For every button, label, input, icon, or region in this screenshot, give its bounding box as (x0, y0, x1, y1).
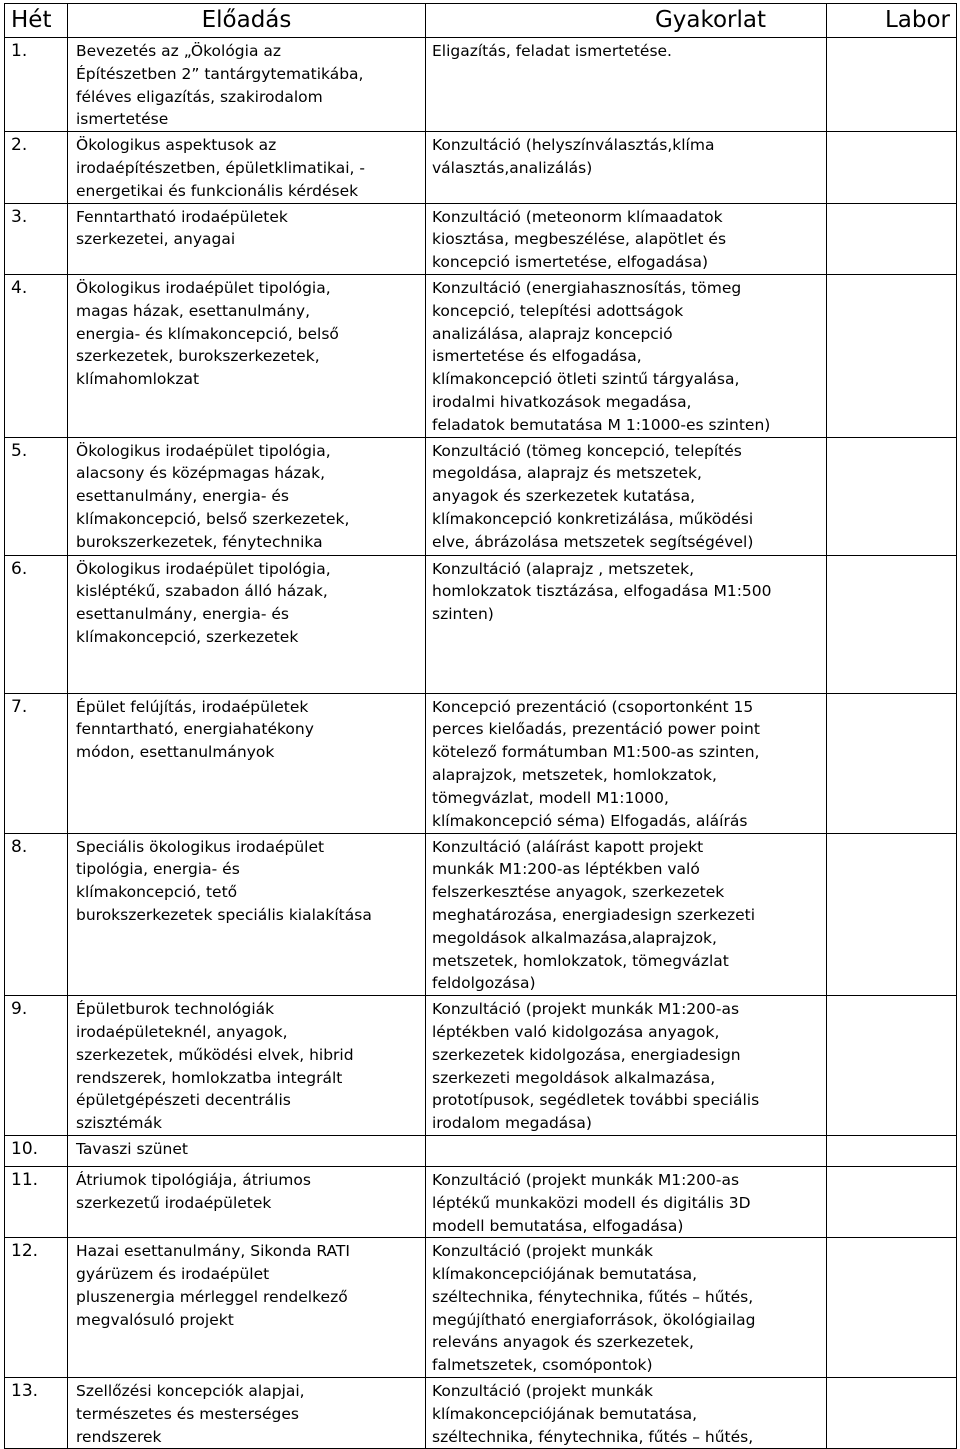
lab-cell (827, 1378, 957, 1449)
practice-text: Konzultáció (energiahasznosítás, tömeg koncepció, telepítési adottságok analizálása, alaprajz koncepció ismertetése és elfogadása, klímakoncepció ötleti szintű tárgyalása, irodalmi hivatkozások megadása, feladatok bemutatása M 1:1000-es szinten) (432, 278, 771, 434)
lecture-text: Ökologikus irodaépület tipológia, kisléptékű, szabadon álló házak, esettanulmány, energia- és klímakoncepció, szerkezetek (76, 559, 331, 646)
practice-cell (426, 38, 827, 132)
lecture-text: Tavaszi szünet (76, 1139, 188, 1158)
lecture-text: Épület felújítás, irodaépületek fenntartható, energiahatékony módon, esettanulmányok (76, 697, 314, 762)
lab-cell (827, 38, 957, 132)
week-number: 11. (5, 1166, 68, 1237)
practice-cell (426, 555, 827, 693)
lecture-text: Ökologikus aspektusok az irodaépítészetben, épületklimatikai, - energetikai és funkcionális kérdések (76, 136, 365, 200)
practice-text: Konzultáció (helyszínválasztás,klíma választás,analizálás) (432, 136, 715, 177)
practice-text: Konzultáció (projekt munkák M1:200-as léptékű munkaközi modell és digitális 3D modell bemutatása, elfogadása) (432, 1170, 751, 1235)
practice-cell (426, 437, 827, 555)
lecture-cell (68, 1135, 426, 1166)
practice-text: Konzultáció (projekt munkák M1:200-as léptékben való kidolgozása anyagok, szerkezetek kidolgozása, energiadesign szerkezeti megoldások alkalmazása, prototípusok, segédletek további speciális irodalom megadása) (432, 1000, 760, 1133)
practice-cell (426, 274, 827, 437)
lecture-cell (68, 996, 426, 1136)
lab-cell (827, 1238, 957, 1378)
week-number: 2. (5, 132, 68, 203)
table-row (5, 833, 957, 996)
table-row (5, 555, 957, 693)
header-eloadas: Előadás (68, 4, 426, 38)
lab-cell (827, 693, 957, 833)
lecture-cell (68, 1166, 426, 1237)
lecture-cell (68, 555, 426, 693)
table-row (5, 203, 957, 274)
lecture-cell (68, 38, 426, 132)
table-row (5, 1378, 957, 1449)
week-number: 9. (5, 996, 68, 1136)
lab-cell (827, 132, 957, 203)
week-number: 4. (5, 274, 68, 437)
practice-cell (426, 833, 827, 996)
week-number: 12. (5, 1238, 68, 1378)
header-het: Hét (5, 4, 68, 38)
lecture-cell (68, 203, 426, 274)
lab-cell (827, 203, 957, 274)
practice-text: Konzultáció (aláírást kapott projekt munkák M1:200-as léptékben való felszerkesztése anyagok, szerkezetek meghatározása, energiadesign szerkezeti megoldások alkalmazása,alaprajzok, metszetek, homlokzatok, tömegvázlat feldolgozása) (432, 837, 756, 993)
week-number: 6. (5, 555, 68, 693)
lab-cell (827, 996, 957, 1136)
header-row (5, 4, 957, 38)
lecture-cell (68, 1378, 426, 1449)
lecture-cell (68, 437, 426, 555)
header-labor: Labor (827, 4, 957, 38)
lecture-text: Ökologikus irodaépület tipológia, alacsony és középmagas házak, esettanulmány, energia- és klímakoncepció, belső szerkezetek, burokszerkezetek, fénytechnika (76, 441, 350, 551)
practice-text: Konzultáció (tömeg koncepció, telepítés megoldása, alaprajz és metszetek, anyagok és szerkezetek kutatása, klímakoncepció konkretizálása, működési elve, ábrázolása metszetek segítségével) (432, 441, 754, 551)
week-number: 5. (5, 437, 68, 555)
practice-text: Konzultáció (projekt munkák klímakoncepciójának bemutatása, széltechnika, fénytechnika, fűtés – hűtés, (432, 1382, 754, 1446)
practice-cell (426, 132, 827, 203)
lecture-cell (68, 1238, 426, 1378)
lecture-text: Szellőzési koncepciók alapjai, természetes és mesterséges rendszerek (76, 1382, 305, 1446)
table-row (5, 1238, 957, 1378)
lab-cell (827, 555, 957, 693)
table-row (5, 693, 957, 833)
practice-cell (426, 996, 827, 1136)
table-row (5, 1166, 957, 1237)
practice-cell (426, 1135, 827, 1166)
lab-cell (827, 437, 957, 555)
lecture-text: Hazai esettanulmány, Sikonda RATI gyárüzem és irodaépület pluszenergia mérleggel rendelkező megvalósuló projekt (76, 1242, 350, 1329)
week-number: 13. (5, 1378, 68, 1449)
practice-cell (426, 1166, 827, 1237)
lecture-text: Ökologikus irodaépület tipológia, magas házak, esettanulmány, energia- és klímakoncepció, belső szerkezetek, burokszerkezetek, klímahomlokzat (76, 278, 339, 389)
lab-cell (827, 1135, 957, 1166)
table-row (5, 38, 957, 132)
practice-cell (426, 693, 827, 833)
table-row (5, 274, 957, 437)
week-number: 7. (5, 693, 68, 833)
week-number: 8. (5, 833, 68, 996)
lecture-cell (68, 274, 426, 437)
lab-cell (827, 274, 957, 437)
practice-text: Koncepció prezentáció (csoportonként 15 perces kielőadás, prezentáció power point kötelező formátumban M1:500-as szinten, alaprajzok, metszetek, homlokzatok, tömegvázlat, modell M1:1000, klímakoncepció séma) Elfogadás, aláírás (432, 697, 760, 830)
practice-text: Konzultáció (alaprajz , metszetek, homlokzatok tisztázása, elfogadása M1:500 szinten) (432, 559, 772, 624)
lecture-text: Átriumok tipológiája, átriumos szerkezetű irodaépületek (76, 1170, 311, 1212)
lecture-cell (68, 693, 426, 833)
practice-cell (426, 1378, 827, 1449)
header-gyakorlat: Gyakorlat (426, 4, 827, 38)
practice-cell (426, 1238, 827, 1378)
lecture-text: Bevezetés az „Ökológia az Építészetben 2” tantárgytematikába, féléves eligazítás, szakirodalom ismertetése (76, 42, 364, 129)
practice-text: Konzultáció (meteonorm klímaadatok kiosztása, megbeszélése, alapötlet és koncepció ismertetése, elfogadása) (432, 207, 727, 272)
table-row (5, 132, 957, 203)
week-number: 3. (5, 203, 68, 274)
lab-cell (827, 833, 957, 996)
practice-text: Eligazítás, feladat ismertetése. (432, 42, 672, 60)
week-number: 1. (5, 38, 68, 132)
table-row (5, 1135, 957, 1166)
table-row (5, 437, 957, 555)
practice-cell (426, 203, 827, 274)
table-row (5, 996, 957, 1136)
schedule-table (4, 3, 957, 1449)
lecture-cell (68, 132, 426, 203)
week-number: 10. (5, 1135, 68, 1166)
lecture-text: Fenntartható irodaépületek szerkezetei, anyagai (76, 207, 288, 249)
lab-cell (827, 1166, 957, 1237)
lecture-text: Épületburok technológiák irodaépületeknél, anyagok, szerkezetek, működési elvek, hibrid rendszerek, homlokzatba integrált épületgépészeti decentrális szisztémák (76, 1000, 354, 1133)
lecture-cell (68, 833, 426, 996)
practice-text: Konzultáció (projekt munkák klímakoncepciójának bemutatása, széltechnika, fénytechnika, fűtés – hűtés, megújítható energiaforrások, ökológiailag releváns anyagok és szerkezetek, falmetszetek, csomópontok) (432, 1242, 756, 1375)
lecture-text: Speciális ökologikus irodaépület tipológia, energia- és klímakoncepció, tető burokszerkezetek speciális kialakítása (76, 837, 372, 924)
